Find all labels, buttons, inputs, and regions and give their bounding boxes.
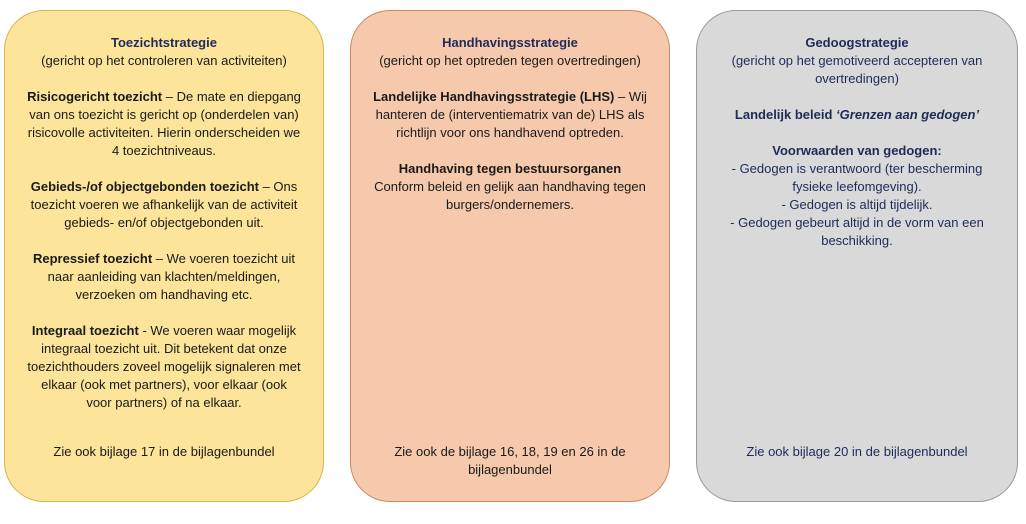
beleid-prefix: Landelijk beleid (734, 107, 837, 122)
section-heading: Risicogericht toezicht (27, 89, 163, 104)
section-text: – Wij hanteren de (interventiematrix van de) LHS als richtlijn voor ons handhavend optreden. (375, 89, 647, 140)
section-risicogericht (27, 88, 301, 160)
card-gedoogstrategie (696, 10, 1018, 502)
section-heading: Gebieds-/of objectgebonden toezicht (30, 179, 259, 194)
card-title: Toezichtstrategie (111, 35, 217, 50)
card-toezichtstrategie (4, 10, 324, 502)
card-subtitle: (gericht op het gemotiveerd accepteren van overtredingen) (731, 53, 983, 86)
card-handhavingsstrategie (350, 10, 670, 502)
voorwaarde-item: - Gedogen gebeurt altijd in de vorm van een beschikking. (730, 215, 984, 248)
section-heading: Integraal toezicht (31, 323, 139, 338)
card-title: Gedoogstrategie (805, 35, 909, 50)
section-heading: Repressief toezicht (32, 251, 153, 266)
section-text: – Ons toezicht voeren we afhankelijk van de activiteit gebieds- en/of objectgebonden uit. (30, 179, 298, 230)
voorwaarden-heading: Voorwaarden van gedogen: (772, 143, 942, 158)
section-heading: Handhaving tegen bestuursorganen (398, 161, 622, 176)
landelijk-beleid (719, 106, 995, 124)
beleid-italic: ‘Grenzen aan gedogen’ (836, 107, 980, 122)
voorwaarde-item: - Gedogen is verantwoord (ter bescherming fysieke leefomgeving). (731, 161, 983, 194)
card-subtitle: (gericht op het controleren van activiteiten) (41, 53, 287, 68)
section-text: – De mate en diepgang van ons toezicht is gericht op (onderdelen van) risicovolle activiteiten. Hierin onderscheiden we 4 toezichtniveaus. (27, 89, 301, 158)
section-text: – We voeren toezicht uit naar aanleiding van klachten/meldingen, verzoeken om handhaving etc. (47, 251, 296, 302)
section-integraal (27, 322, 301, 412)
card-subtitle: (gericht op het optreden tegen overtredingen) (379, 53, 641, 68)
section-repressief (27, 250, 301, 304)
section-lhs (373, 88, 647, 142)
card-footer: Zie ook bijlage 17 in de bijlagenbundel (53, 444, 275, 459)
section-text: Conform beleid en gelijk aan handhaving tegen burgers/ondernemers. (374, 179, 646, 212)
voorwaarde-item: - Gedogen is altijd tijdelijk. (781, 197, 933, 212)
section-text: - We voeren waar mogelijk integraal toezicht uit. Dit betekent dat onze toezichthouders zoveel mogelijk signaleren met elkaar (ook met partners), voor elkaar (ook voor partners) of na elkaar. (27, 323, 301, 410)
card-footer: Zie ook bijlage 20 in de bijlagenbundel (746, 444, 968, 459)
card-footer: Zie ook de bijlage 16, 18, 19 en 26 in de bijlagenbundel (394, 444, 626, 477)
card-title: Handhavingsstrategie (442, 35, 578, 50)
section-heading: Landelijke Handhavingsstrategie (LHS) (373, 89, 615, 104)
section-bestuursorganen (373, 160, 647, 214)
section-gebiedsgebonden (27, 178, 301, 232)
